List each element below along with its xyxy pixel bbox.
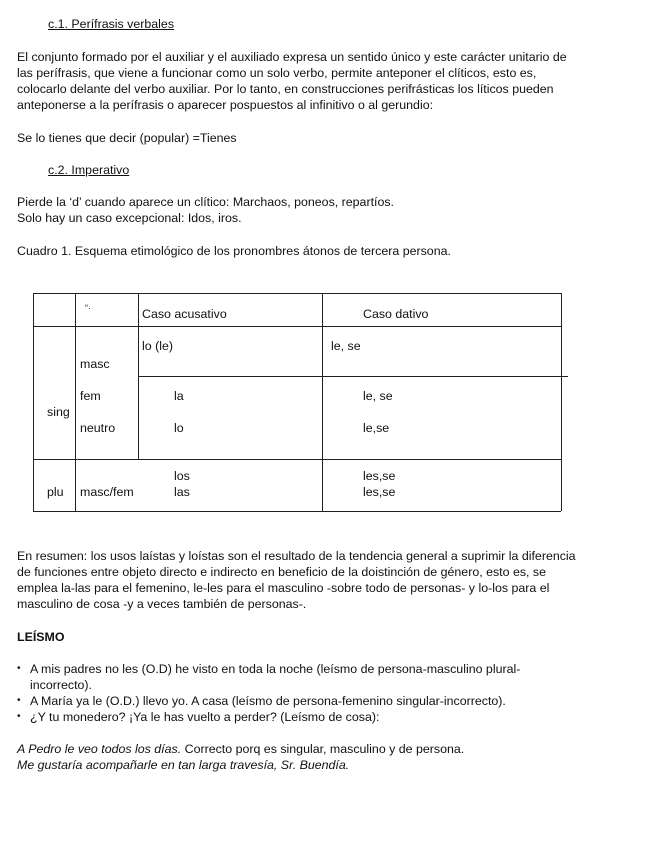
row-neutro-label: neutro — [80, 421, 116, 435]
perifrasis-example: Se lo tienes que decir (popular) =Tienes — [17, 131, 237, 145]
corner-mark: “· — [85, 303, 91, 313]
section-heading-imperativo: c.2. Imperativo — [48, 163, 130, 177]
list-item: • ¿Y tu monedero? ¡Ya le has vuelto a perder? (Leísmo de cosa): — [17, 709, 629, 725]
fem-dativo: le, se — [363, 389, 393, 403]
list-item: • A María ya le (O.D.) llevo yo. A casa (leísmo de persona-femenino singular-incorrecto). — [17, 693, 629, 709]
neutro-dativo: le,se — [363, 421, 390, 435]
fem-acusativo: la — [174, 389, 184, 403]
row-sing-label: sing — [47, 405, 70, 419]
paragraph-line: emplea la-las para el femenino, le-les para el masculino -sobre todo de personas- y lo-los para el — [17, 581, 550, 595]
paragraph-line: masculino de cosa -y a veces también de personas-. — [17, 597, 307, 611]
leismo-heading: LEÍSMO — [17, 630, 65, 644]
plu-dativo-2: les,se — [363, 485, 396, 499]
perifrasis-paragraph — [17, 49, 629, 113]
pronoun-table — [33, 293, 563, 512]
paragraph-line: de funciones entre objeto directo e indirecto en beneficio de la doistinción de género, esto es, se — [17, 565, 547, 579]
imperativo-line-2: Solo hay un caso excepcional: Idos, iros. — [17, 211, 242, 225]
paragraph-line: anteponerse a la perífrasis o aparecer pospuestos al infinitivo o al gerundio: — [17, 98, 434, 112]
list-item: • A mis padres no les (O.D) he visto en toda la noche (leísmo de persona-masculino plural- incorrecto). — [17, 661, 629, 693]
neutro-acusativo: lo — [174, 421, 184, 435]
summary-paragraph — [17, 548, 629, 612]
paragraph-line: las perífrasis, que viene a funcionar como un solo verbo, permite anteponer el clíticos, esto es, — [17, 66, 537, 80]
leismo-list — [17, 661, 629, 725]
imperativo-line-1: Pierde la ‘d’ cuando aparece un clítico: Marchaos, poneos, repartíos. — [17, 195, 394, 209]
plu-dativo-1: les,se — [363, 469, 396, 483]
header-acusativo: Caso acusativo — [142, 307, 227, 321]
masc-acusativo: lo (le) — [142, 339, 173, 353]
row-plu-gender: masc/fem — [80, 485, 134, 499]
leismo-example-2: Me gustaría acompañarle en tan larga travesía, Sr. Buendía. — [17, 758, 350, 772]
row-fem-label: fem — [80, 389, 101, 403]
masc-dativo: le, se — [331, 339, 361, 353]
plu-acusativo-1: los — [174, 469, 190, 483]
table-caption: Cuadro 1. Esquema etimológico de los pronombres átonos de tercera persona. — [17, 244, 451, 258]
paragraph-line: En resumen: los usos laístas y loístas son el resultado de la tendencia general a suprimir la diferencia — [17, 549, 576, 563]
paragraph-line: colocarlo delante del verbo auxiliar. Por lo tanto, en construcciones perifrásticas los líticos pueden — [17, 82, 554, 96]
row-plu-label: plu — [47, 485, 64, 499]
leismo-example-1: A Pedro le veo todos los días. Correcto porq es singular, masculino y de persona. — [17, 742, 465, 756]
header-dativo: Caso dativo — [363, 307, 429, 321]
row-masc-label: masc — [80, 357, 110, 371]
section-heading-perifrasis: c.1. Perífrasis verbales — [48, 17, 175, 31]
paragraph-line: El conjunto formado por el auxiliar y el auxiliado expresa un sentido único y este carácter unitario de — [17, 50, 567, 64]
plu-acusativo-2: las — [174, 485, 190, 499]
